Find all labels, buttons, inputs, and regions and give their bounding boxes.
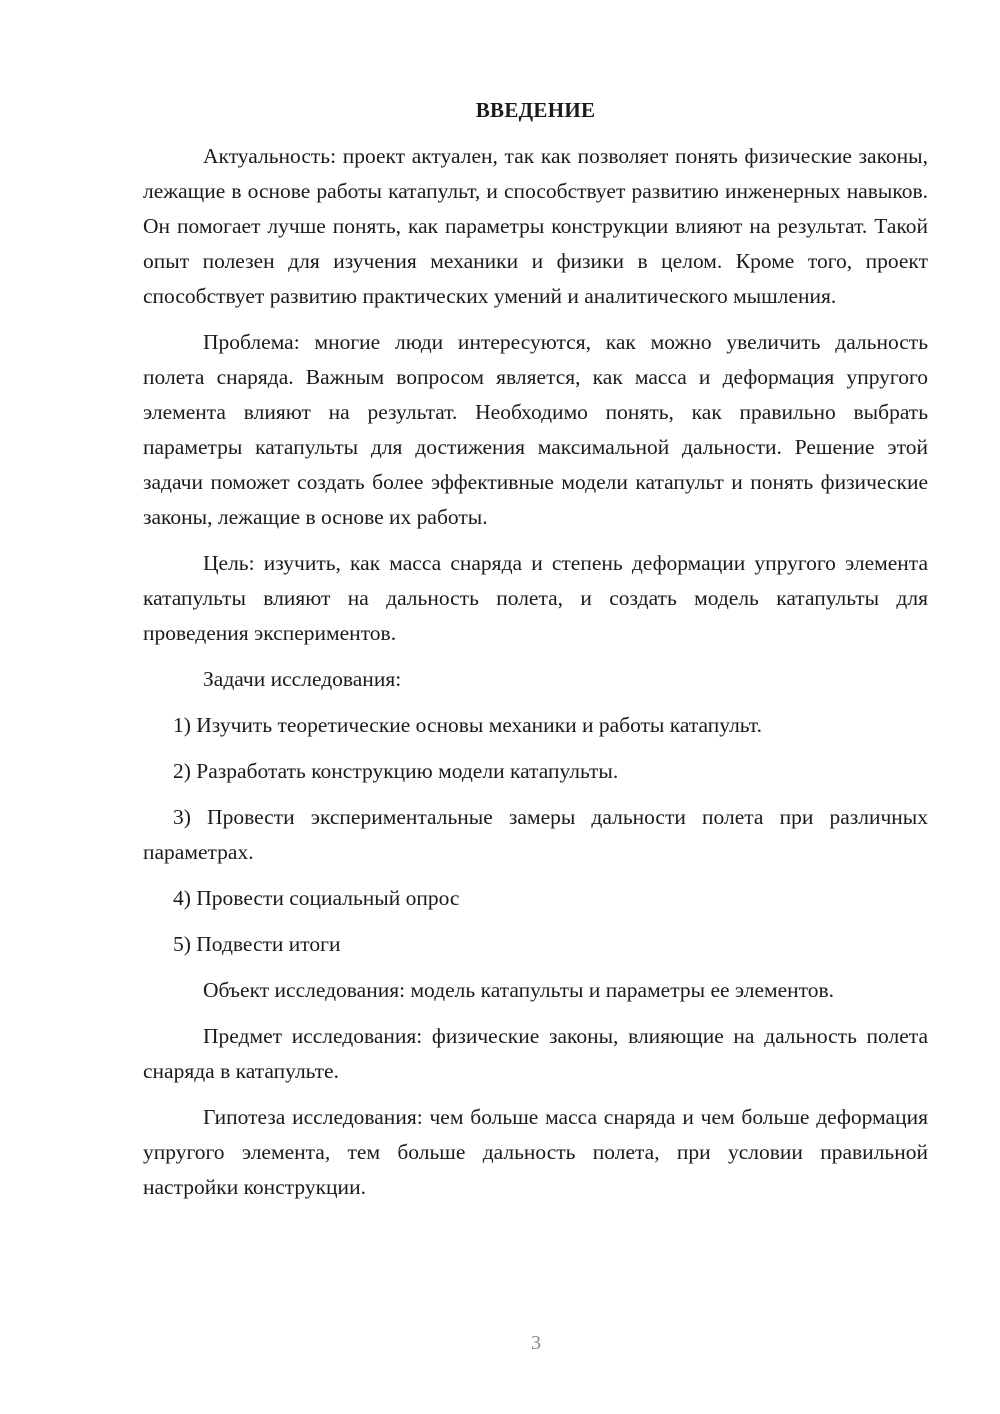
task-item: 2) Разработать конструкцию модели катапульты. xyxy=(173,759,619,783)
paragraph-object: Объект исследования: модель катапульты и параметры ее элементов. xyxy=(203,978,835,1002)
task-item: 5) Подвести итоги xyxy=(173,932,341,956)
task-item: 4) Провести социальный опрос xyxy=(173,886,460,910)
page-number: 3 xyxy=(531,1332,541,1354)
page-content xyxy=(143,93,928,1216)
paragraph-subject: Предмет исследования: физические законы, влияющие на дальность полета снаряда в катапульте. xyxy=(143,1024,928,1083)
paragraph-goal: Цель: изучить, как масса снаряда и степень деформации упругого элемента катапульты влияют на дальность полета, и создать модель катапульты для проведения экспериментов. xyxy=(143,551,928,645)
paragraph-relevance: Актуальность: проект актуален, так как позволяет понять физические законы, лежащие в основе работы катапульт, и способствует развитию инженерных навыков. Он помогает лучше понять, как параметры конструкции влияют на результат. Такой опыт полезен для изучения механики и физики в целом. Кроме того, проект способствует развитию практических умений и аналитического мышления. xyxy=(143,144,928,308)
paragraph-problem: Проблема: многие люди интересуются, как можно увеличить дальность полета снаряда. Важным вопросом является, как масса и деформация упругого элемента влияют на результат. Необходимо понять, как правильно выбрать параметры катапульты для достижения максимальной дальности. Решение этой задачи поможет создать более эффективные модели катапульт и понять физические законы, лежащие в основе их работы. xyxy=(143,330,928,529)
tasks-heading: Задачи исследования: xyxy=(203,667,402,691)
task-item: 1) Изучить теоретические основы механики и работы катапульт. xyxy=(173,713,762,737)
paragraph-hypothesis: Гипотеза исследования: чем больше масса снаряда и чем больше деформация упругого элемента, тем больше дальность полета, при условии правильной настройки конструкции. xyxy=(143,1105,928,1199)
task-item: 3) Провести экспериментальные замеры дальности полета при различных параметрах. xyxy=(143,805,928,864)
section-title: ВВЕДЕНИЕ xyxy=(475,98,596,122)
